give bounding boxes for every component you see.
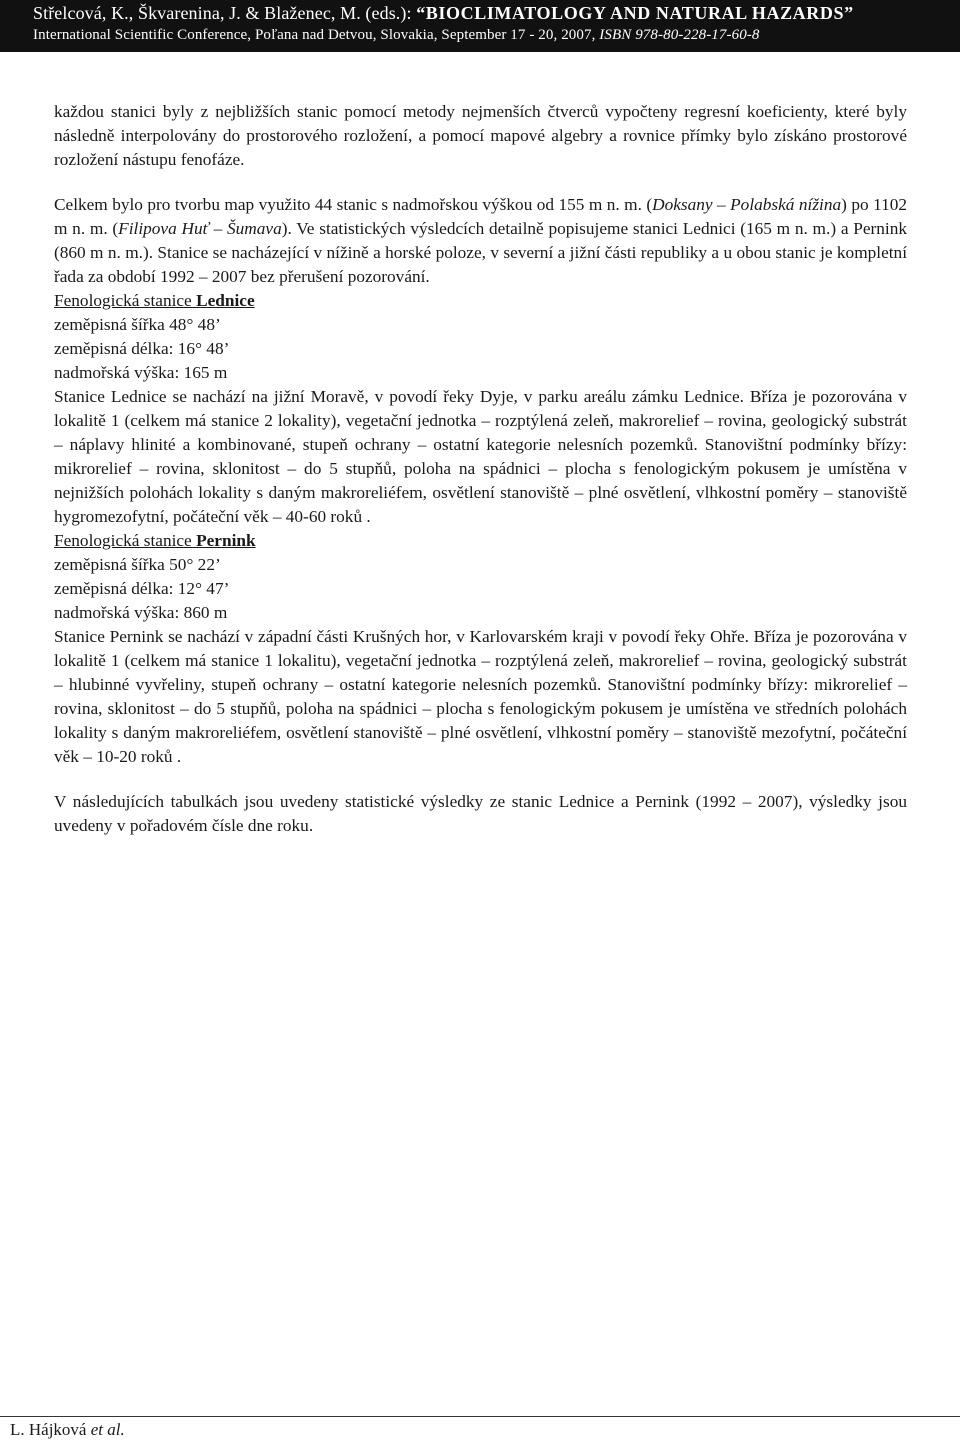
header-citation [33, 3, 854, 24]
heading-lednice [54, 289, 907, 313]
footer-et-al: et al. [90, 1420, 125, 1439]
pernink-altitude: nadmořská výška: 860 m [54, 603, 228, 622]
heading-pernink-prefix: Fenologická stanice [54, 531, 197, 550]
station-filipova-hut: Filipova Huť – Šumava [118, 219, 282, 238]
pernink-latitude: zeměpisná šířka 50° 22’ [54, 555, 221, 574]
footer-author: L. Hájková [10, 1420, 91, 1439]
lednice-latitude: zeměpisná šířka 48° 48’ [54, 315, 221, 334]
paragraph-stations-part2: ) po 1102 m n. m. ( [54, 195, 907, 238]
header-isbn: ISBN 978-80-228-17-60-8 [599, 27, 760, 43]
page-body [54, 100, 907, 838]
lednice-longitude: zeměpisná délka: 16° 48’ [54, 339, 230, 358]
lednice-description: Stanice Lednice se nachází na jižní Moravě, v povodí řeky Dyje, v parku areálu zámku Lednice. Bříza je pozorována v lokalitě 1 (celkem má stanice 2 lokality), vegetační jednotka – rozptýlená zeleň, makrorelief – rovina, geologický substrát – náplavy hlinité a kombinované, stupeň ochrany – ostatní kategorie nelesních pozemků. Stanovištní podmínky břízy: mikrorelief – rovina, sklonitost – do 5 stupňů, poloha na spádnici – plocha s fenologickým pokusem je umístěna v nejnižších polohách lokality s daným makroreliéfem, osvětlení stanoviště – plné osvětlení, vlhkostní poměry – stanoviště hygromezofytní, počáteční věk – 40-60 roků . [54, 387, 907, 526]
header-authors: Střelcová, K., Škvarenina, J. & Blaženec, M. (eds.): [33, 3, 417, 23]
paragraph-stations-part3: ). Ve statistických výsledcích detailně popisujeme stanici Lednici (165 m n. m.) a Pernink (860 m n. m.). Stanice se nacházející v nížině a horské poloze, v severní a jižní části republiky a u obou stanic je kompletní řada za období 1992 – 2007 bez přerušení pozorování. [54, 219, 907, 286]
heading-pernink-name: Pernink [196, 531, 256, 550]
heading-lednice-name: Lednice [196, 291, 255, 310]
pernink-description: Stanice Pernink se nachází v západní části Krušných hor, v Karlovarském kraji v povodí řeky Ohře. Bříza je pozorována v lokalitě 1 (celkem má stanice 1 lokalitu), vegetační jednotka – rozptýlená zeleň, makrorelief – rovina, geologický substrát – hlubinné vyvřeliny, stupeň ochrany – ostatní kategorie nelesních pozemků. Stanovištní podmínky břízy: mikrorelief – rovina, sklonitost – do 5 stupňů, poloha na spádnici – plocha s fenologickým pokusem je umístěna ve středních polohách lokality s daným makroreliéfem, osvětlení stanoviště – plné osvětlení, vlhkostní poměry – stanoviště mezofytní, počáteční věk – 10-20 roků . [54, 627, 907, 766]
paragraph-stations [54, 193, 907, 289]
heading-lednice-prefix: Fenologická stanice [54, 291, 197, 310]
paragraph-closing: V následujících tabulkách jsou uvedeny statistické výsledky ze stanic Lednice a Pernink (1992 – 2007), výsledky jsou uvedeny v pořadovém čísle dne roku. [54, 792, 907, 835]
lednice-altitude: nadmořská výška: 165 m [54, 363, 228, 382]
heading-pernink [54, 529, 907, 553]
page-header [0, 0, 960, 52]
header-conference-text: International Scientific Conference, Poľana nad Detvou, Slovakia, September 17 - 20, 2007, [33, 27, 600, 43]
paragraph-stations-part1: Celkem bylo pro tvorbu map využito 44 stanic s nadmořskou výškou od 155 m n. m. ( [54, 195, 653, 214]
paragraph-methods: každou stanici byly z nejbližších stanic pomocí metody nejmenších čtverců vypočteny regresní koeficienty, které byly následně interpolovány do prostorového rozložení, a pomocí mapové algebry a rovnice přímky bylo získáno prostorové rozložení nástupu fenofáze. [54, 102, 907, 169]
station-doksany: Doksany – Polabská nížina [652, 195, 842, 214]
pernink-longitude: zeměpisná délka: 12° 47’ [54, 579, 230, 598]
footer-divider [0, 1416, 960, 1417]
header-conference [33, 27, 760, 44]
header-proceedings-title: “BIOCLIMATOLOGY AND NATURAL HAZARDS” [416, 3, 854, 23]
page-footer [10, 1420, 125, 1440]
